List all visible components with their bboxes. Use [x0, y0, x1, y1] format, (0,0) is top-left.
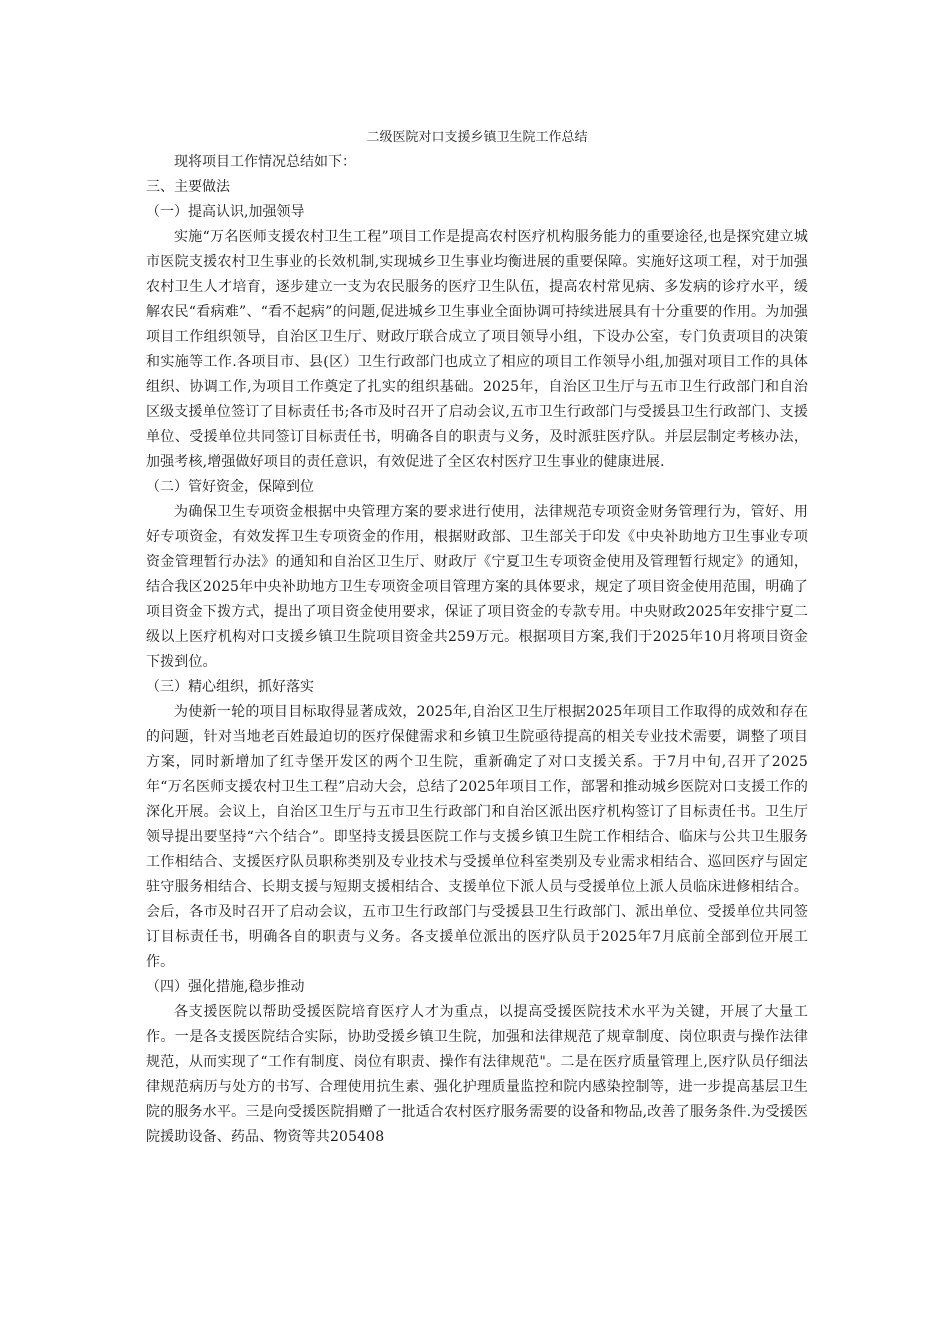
- subsection-1: [146, 200, 808, 475]
- subsection-heading: （二）管好资金，保障到位: [146, 479, 314, 495]
- subsection-body: 实施“万名医师支援农村卫生工程”项目工作是提高农村医疗机构服务能力的重要途径,也是探究建立城市医院支援农村卫生事业的长效机制,实现城乡卫生事业均衡进展的重要保障。实施好这项工程，对于加强农村卫生人才培育，逐步建立一支为农民服务的医疗卫生队伍，提高农村常见病、多发病的诊疗水平，缓解农民“看病难”、“看不起病”的问题,促进城乡卫生事业全面协调可持续进展具有十分重要的作用。为加强项目工作组织领导，自治区卫生厅、财政厅联合成立了项目领导小组，下设办公室，专门负责项目的决策和实施等工作.各项目市、县(区）卫生行政部门也成立了相应的项目工作领导小组,加强对项目工作的具体组织、协调工作,为项目工作奠定了扎实的组织基础。2025年，自治区卫生厅与五市卫生行政部门和自治区级支援单位签订了目标责任书;各市及时召开了启动会议,五市卫生行政部门与受援县卫生行政部门、支援单位、受援单位共同签订目标责任书，明确各自的职责与义务，及时派驻医疗队。并层层制定考核办法，加强考核,增强做好项目的责任意识，有效促进了全区农村医疗卫生事业的健康进展.: [146, 229, 808, 470]
- subsection-body: 为使新一轮的项目目标取得显著成效，2025年,自治区卫生厅根据2025年项目工作取得的成效和存在的问题，针对当地老百姓最迫切的医疗保健需求和乡镇卫生院亟待提高的相关专业技术需要，调整了项目方案，同时新增加了红寺堡开发区的两个卫生院，重新确定了对口支援关系。于7月中旬,召开了2025年“万名医师支援农村卫生工程”启动大会，总结了2025年项目工作，部署和推动城乡医院对口支援工作的深化开展。会议上，自治区卫生厅与五市卫生行政部门和自治区派出医疗机构签订了目标责任书。卫生厅领导提出要坚持“六个结合”。即坚持支援县医院工作与支援乡镇卫生院工作相结合、临床与公共卫生服务工作相结合、支援医疗队员职称类别及专业技术与受援单位科室类别及专业需求相结合、巡回医疗与固定驻守服务相结合、长期支援与短期支援相结合、支援单位下派人员与受援单位上派人员临床进修相结合。会后，各市及时召开了启动会议，五市卫生行政部门与受援县卫生行政部门、派出单位、受援单位共同签订目标责任书，明确各自的职责与义务。各支援单位派出的医疗队员于2025年7月底前全部到位开展工作。: [146, 704, 808, 970]
- intro-text: 现将项目工作情况总结如下：: [174, 154, 356, 170]
- subsection-heading: （三）精心组织，抓好落实: [146, 679, 314, 695]
- subsection-body: 为确保卫生专项资金根据中央管理方案的要求进行使用，法律规范专项资金财务管理行为，管好、用好专项资金，有效发挥卫生专项资金的作用，根据财政部、卫生部关于印发《中央补助地方卫生事业专项资金管理暂行办法》的通知和自治区卫生厅、财政厅《宁夏卫生专项资金使用及管理暂行规定》的通知，结合我区2025年中央补助地方卫生专项资金项目管理方案的具体要求，规定了项目资金使用范围，明确了项目资金下拨方式，提出了项目资金使用要求，保证了项目资金的专款专用。中央财政2025年安排宁夏二级以上医疗机构对口支援乡镇卫生院项目资金共259万元。根据项目方案,我们于2025年10月将项目资金下拨到位。: [146, 504, 808, 670]
- subsection-heading: （四）强化措施,稳步推动: [146, 979, 305, 995]
- subsection-3: [146, 675, 808, 975]
- document-title: 二级医院对口支援乡镇卫生院工作总结: [366, 130, 588, 145]
- section-heading: 三、主要做法: [146, 179, 230, 195]
- subsection-heading: （一）提高认识,加强领导: [146, 204, 305, 220]
- subsection-body: 各支援医院以帮助受援医院培育医疗人才为重点，以提高受援医院技术水平为关键，开展了大量工作。一是各支援医院结合实际，协助受援乡镇卫生院，加强和法律规范了规章制度、岗位职责与操作法律规范，从而实现了“工作有制度、岗位有职责、操作有法律规范"。二是在医疗质量管理上,医疗队员仔细法律规范病历与处方的书写、合理使用抗生素、强化护理质量监控和院内感染控制等，进一步提高基层卫生院的服务水平。三是向受援医院捐赠了一批适合农村医疗服务需要的设备和物品,改善了服务条件.为受援医院援助设备、药品、物资等共205408: [146, 1004, 808, 1145]
- subsection-2: [146, 475, 808, 675]
- subsection-4: [146, 975, 808, 1150]
- document-page: [146, 126, 808, 1150]
